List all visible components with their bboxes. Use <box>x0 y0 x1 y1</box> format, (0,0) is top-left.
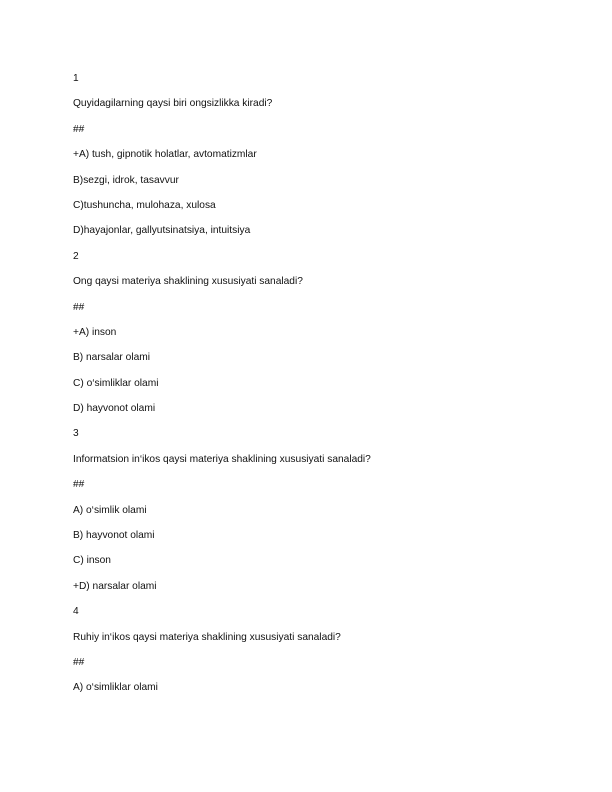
question-number: 3 <box>73 428 79 440</box>
document-body <box>73 70 543 705</box>
answer-option: +A) tush, gipnotik holatlar, avtomatizmlar <box>73 149 257 161</box>
answer-option: B) hayvonot olami <box>73 530 155 542</box>
answer-option: C) o‘simliklar olami <box>73 377 159 389</box>
answer-option: B) narsalar olami <box>73 352 150 364</box>
question-text: Ong qaysi materiya shaklining xususiyati sanaladi? <box>73 276 303 288</box>
question-number: 1 <box>73 73 79 84</box>
question-number: 4 <box>73 606 79 618</box>
separator-marker: ## <box>73 656 85 668</box>
answer-option: D)hayajonlar, gallyutsinatsiya, intuitsiya <box>73 225 251 237</box>
separator-marker: ## <box>73 301 85 313</box>
answer-option: B)sezgi, idrok, tasavvur <box>73 174 179 186</box>
answer-option: A) o‘simlik olami <box>73 504 147 516</box>
answer-option: +D) narsalar olami <box>73 580 157 592</box>
answer-option: A) o‘simliklar olami <box>73 682 158 694</box>
answer-option: C) inson <box>73 555 111 567</box>
separator-marker: ## <box>73 479 85 491</box>
question-number: 2 <box>73 250 79 262</box>
separator-marker: ## <box>73 123 85 135</box>
answer-option: C)tushuncha, mulohaza, xulosa <box>73 199 216 211</box>
answer-option: +A) inson <box>73 326 117 338</box>
answer-option: D) hayvonot olami <box>73 403 156 415</box>
question-text: Informatsion in‘ikos qaysi materiya shaklining xususiyati sanaladi? <box>73 453 371 465</box>
question-text: Quyidagilarning qaysi biri ongsizlikka kiradi? <box>73 98 273 110</box>
question-text: Ruhiy in‘ikos qaysi materiya shaklining xususiyati sanaladi? <box>73 631 341 643</box>
